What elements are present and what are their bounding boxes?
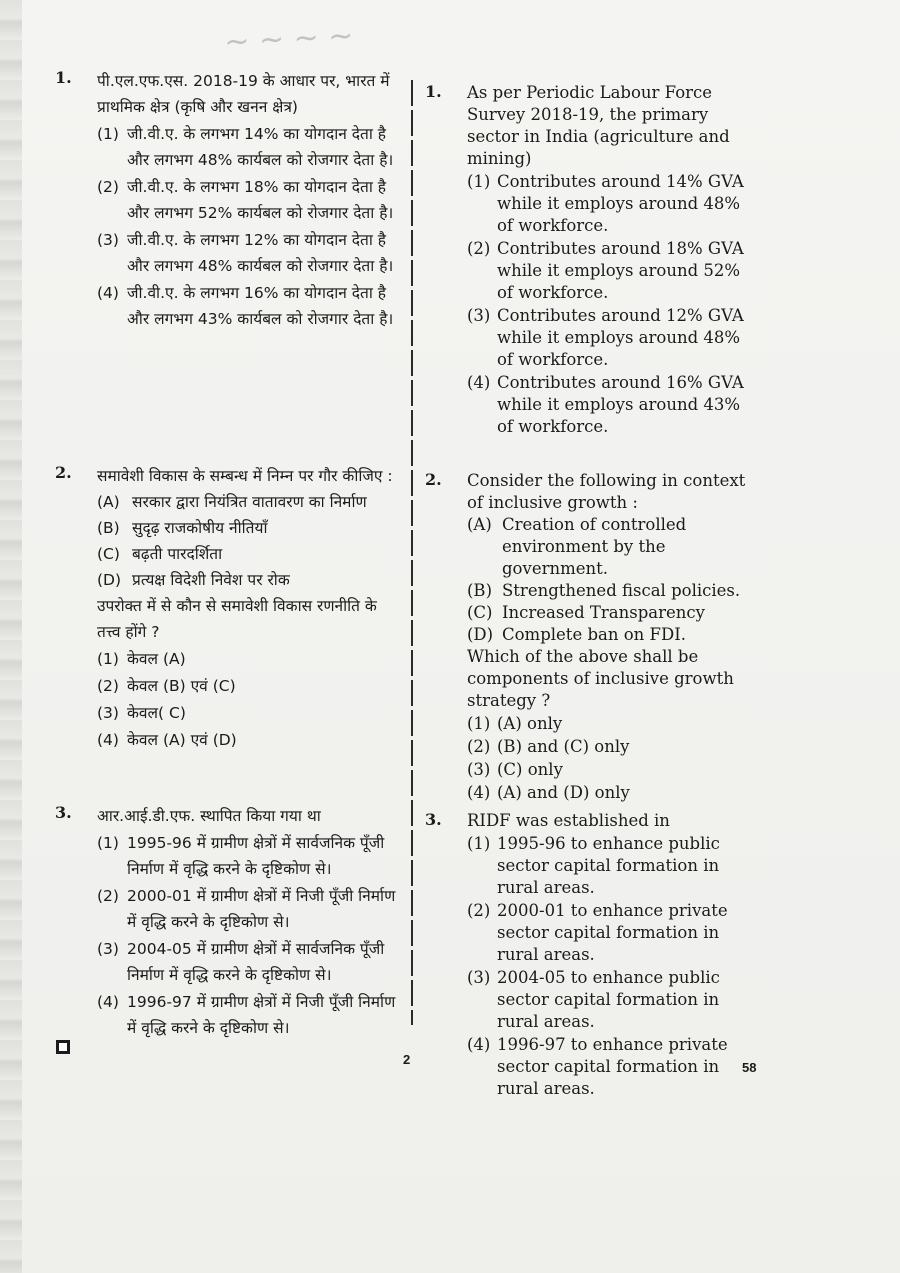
english-question-3 [425, 810, 760, 1100]
option-3[interactable]: (3) जी.वी.ए. के लगभग 12% का योगदान देता है और लगभग 48% कार्यबल को रोजगार देता है। [97, 231, 394, 275]
hindi-question-1 [55, 68, 400, 332]
option-4[interactable]: (4) Contributes around 16% GVA while it employs around 43% of workforce. [467, 373, 744, 436]
statement-c: (C) बढ़ती पारदर्शिता [97, 545, 223, 563]
option-1[interactable]: (1) (A) only [467, 714, 563, 733]
option-4[interactable]: (4) 1996-97 में ग्रामीण क्षेत्रों में निजी पूँजी निर्माण में वृद्धि करने के दृष्टिकोण से। [97, 993, 396, 1037]
question-number: 3. [425, 810, 442, 829]
option-4[interactable]: (4) जी.वी.ए. के लगभग 16% का योगदान देता है और लगभग 43% कार्यबल को रोजगार देता है। [97, 284, 394, 328]
english-question-1 [425, 82, 760, 438]
booklet-code: 58 [742, 1060, 757, 1075]
statement-a: (A) Creation of controlled environment by the government. [467, 515, 687, 578]
handwritten-note-mark: ~ ~ ~ ~ [223, 18, 355, 60]
statement-b: (B) Strengthened fiscal policies. [467, 581, 741, 600]
option-1[interactable]: (1) केवल (A) [97, 650, 186, 668]
option-2[interactable]: (2) Contributes around 18% GVA while it employs around 52% of workforce. [467, 239, 744, 302]
option-4[interactable]: (4) (A) and (D) only [467, 783, 630, 802]
question-stem: उपरोक्त में से कौन से समावेशी विकास रणनीति के तत्त्व होंगे ? [97, 597, 377, 641]
hindi-question-3 [55, 803, 400, 1041]
option-1[interactable]: (1) 1995-96 to enhance public sector capital formation in rural areas. [467, 834, 720, 897]
scan-edge [0, 0, 22, 1273]
option-4[interactable]: (4) 1996-97 to enhance private sector capital formation in rural areas. [467, 1035, 728, 1098]
option-4[interactable]: (4) केवल (A) एवं (D) [97, 731, 237, 749]
statement-c: (C) Increased Transparency [467, 603, 705, 622]
question-text: समावेशी विकास के सम्बन्ध में निम्न पर गौर कीजिए : [97, 467, 393, 485]
option-3[interactable]: (3) 2004-05 to enhance public sector capital formation in rural areas. [467, 968, 720, 1031]
option-1[interactable]: (1) 1995-96 में ग्रामीण क्षेत्रों में सार्वजनिक पूँजी निर्माण में वृद्धि करने के दृष्टिकोण से। [97, 834, 385, 878]
option-2[interactable]: (2) केवल (B) एवं (C) [97, 677, 236, 695]
option-3[interactable]: (3) Contributes around 12% GVA while it employs around 48% of workforce. [467, 306, 744, 369]
question-number: 3. [55, 803, 72, 822]
option-2[interactable]: (2) (B) and (C) only [467, 737, 630, 756]
question-number: 1. [55, 68, 72, 87]
english-question-2 [425, 470, 760, 804]
question-number: 2. [55, 463, 72, 482]
question-number: 2. [425, 470, 442, 489]
question-text: RIDF was established in [467, 811, 670, 830]
statement-b: (B) सुदृढ़ राजकोषीय नीतियाँ [97, 519, 268, 537]
option-1[interactable]: (1) जी.वी.ए. के लगभग 14% का योगदान देता है और लगभग 48% कार्यबल को रोजगार देता है। [97, 125, 394, 169]
statement-d: (D) Complete ban on FDI. [467, 625, 686, 644]
option-3[interactable]: (3) केवल( C) [97, 704, 186, 722]
option-3[interactable]: (3) 2004-05 में ग्रामीण क्षेत्रों में सार्वजनिक पूँजी निर्माण में वृद्धि करने के दृष्टिकोण से। [97, 940, 385, 984]
option-2[interactable]: (2) 2000-01 में ग्रामीण क्षेत्रों में निजी पूँजी निर्माण में वृद्धि करने के दृष्टिकोण से। [97, 887, 396, 931]
column-divider [411, 80, 413, 1025]
question-text: As per Periodic Labour Force Survey 2018-19, the primary sector in India (agriculture and mining) [467, 83, 730, 168]
question-stem: Which of the above shall be components of inclusive growth strategy ? [467, 647, 734, 710]
option-2[interactable]: (2) जी.वी.ए. के लगभग 18% का योगदान देता है और लगभग 52% कार्यबल को रोजगार देता है। [97, 178, 394, 222]
question-number: 1. [425, 82, 442, 101]
option-2[interactable]: (2) 2000-01 to enhance private sector capital formation in rural areas. [467, 901, 728, 964]
page-number: 2 [403, 1052, 411, 1067]
statement-a: (A) सरकार द्वारा नियंत्रित वातावरण का निर्माण [97, 493, 367, 511]
question-text: आर.आई.डी.एफ. स्थापित किया गया था [97, 807, 321, 825]
question-text: पी.एल.एफ.एस. 2018-19 के आधार पर, भारत में प्राथमिक क्षेत्र (कृषि और खनन क्षेत्र) [97, 72, 390, 116]
option-1[interactable]: (1) Contributes around 14% GVA while it employs around 48% of workforce. [467, 172, 744, 235]
question-text: Consider the following in context of inclusive growth : [467, 471, 746, 512]
option-3[interactable]: (3) (C) only [467, 760, 563, 779]
statement-d: (D) प्रत्यक्ष विदेशी निवेश पर रोक [97, 571, 290, 589]
corner-square-icon [56, 1040, 70, 1054]
hindi-question-2 [55, 463, 400, 753]
